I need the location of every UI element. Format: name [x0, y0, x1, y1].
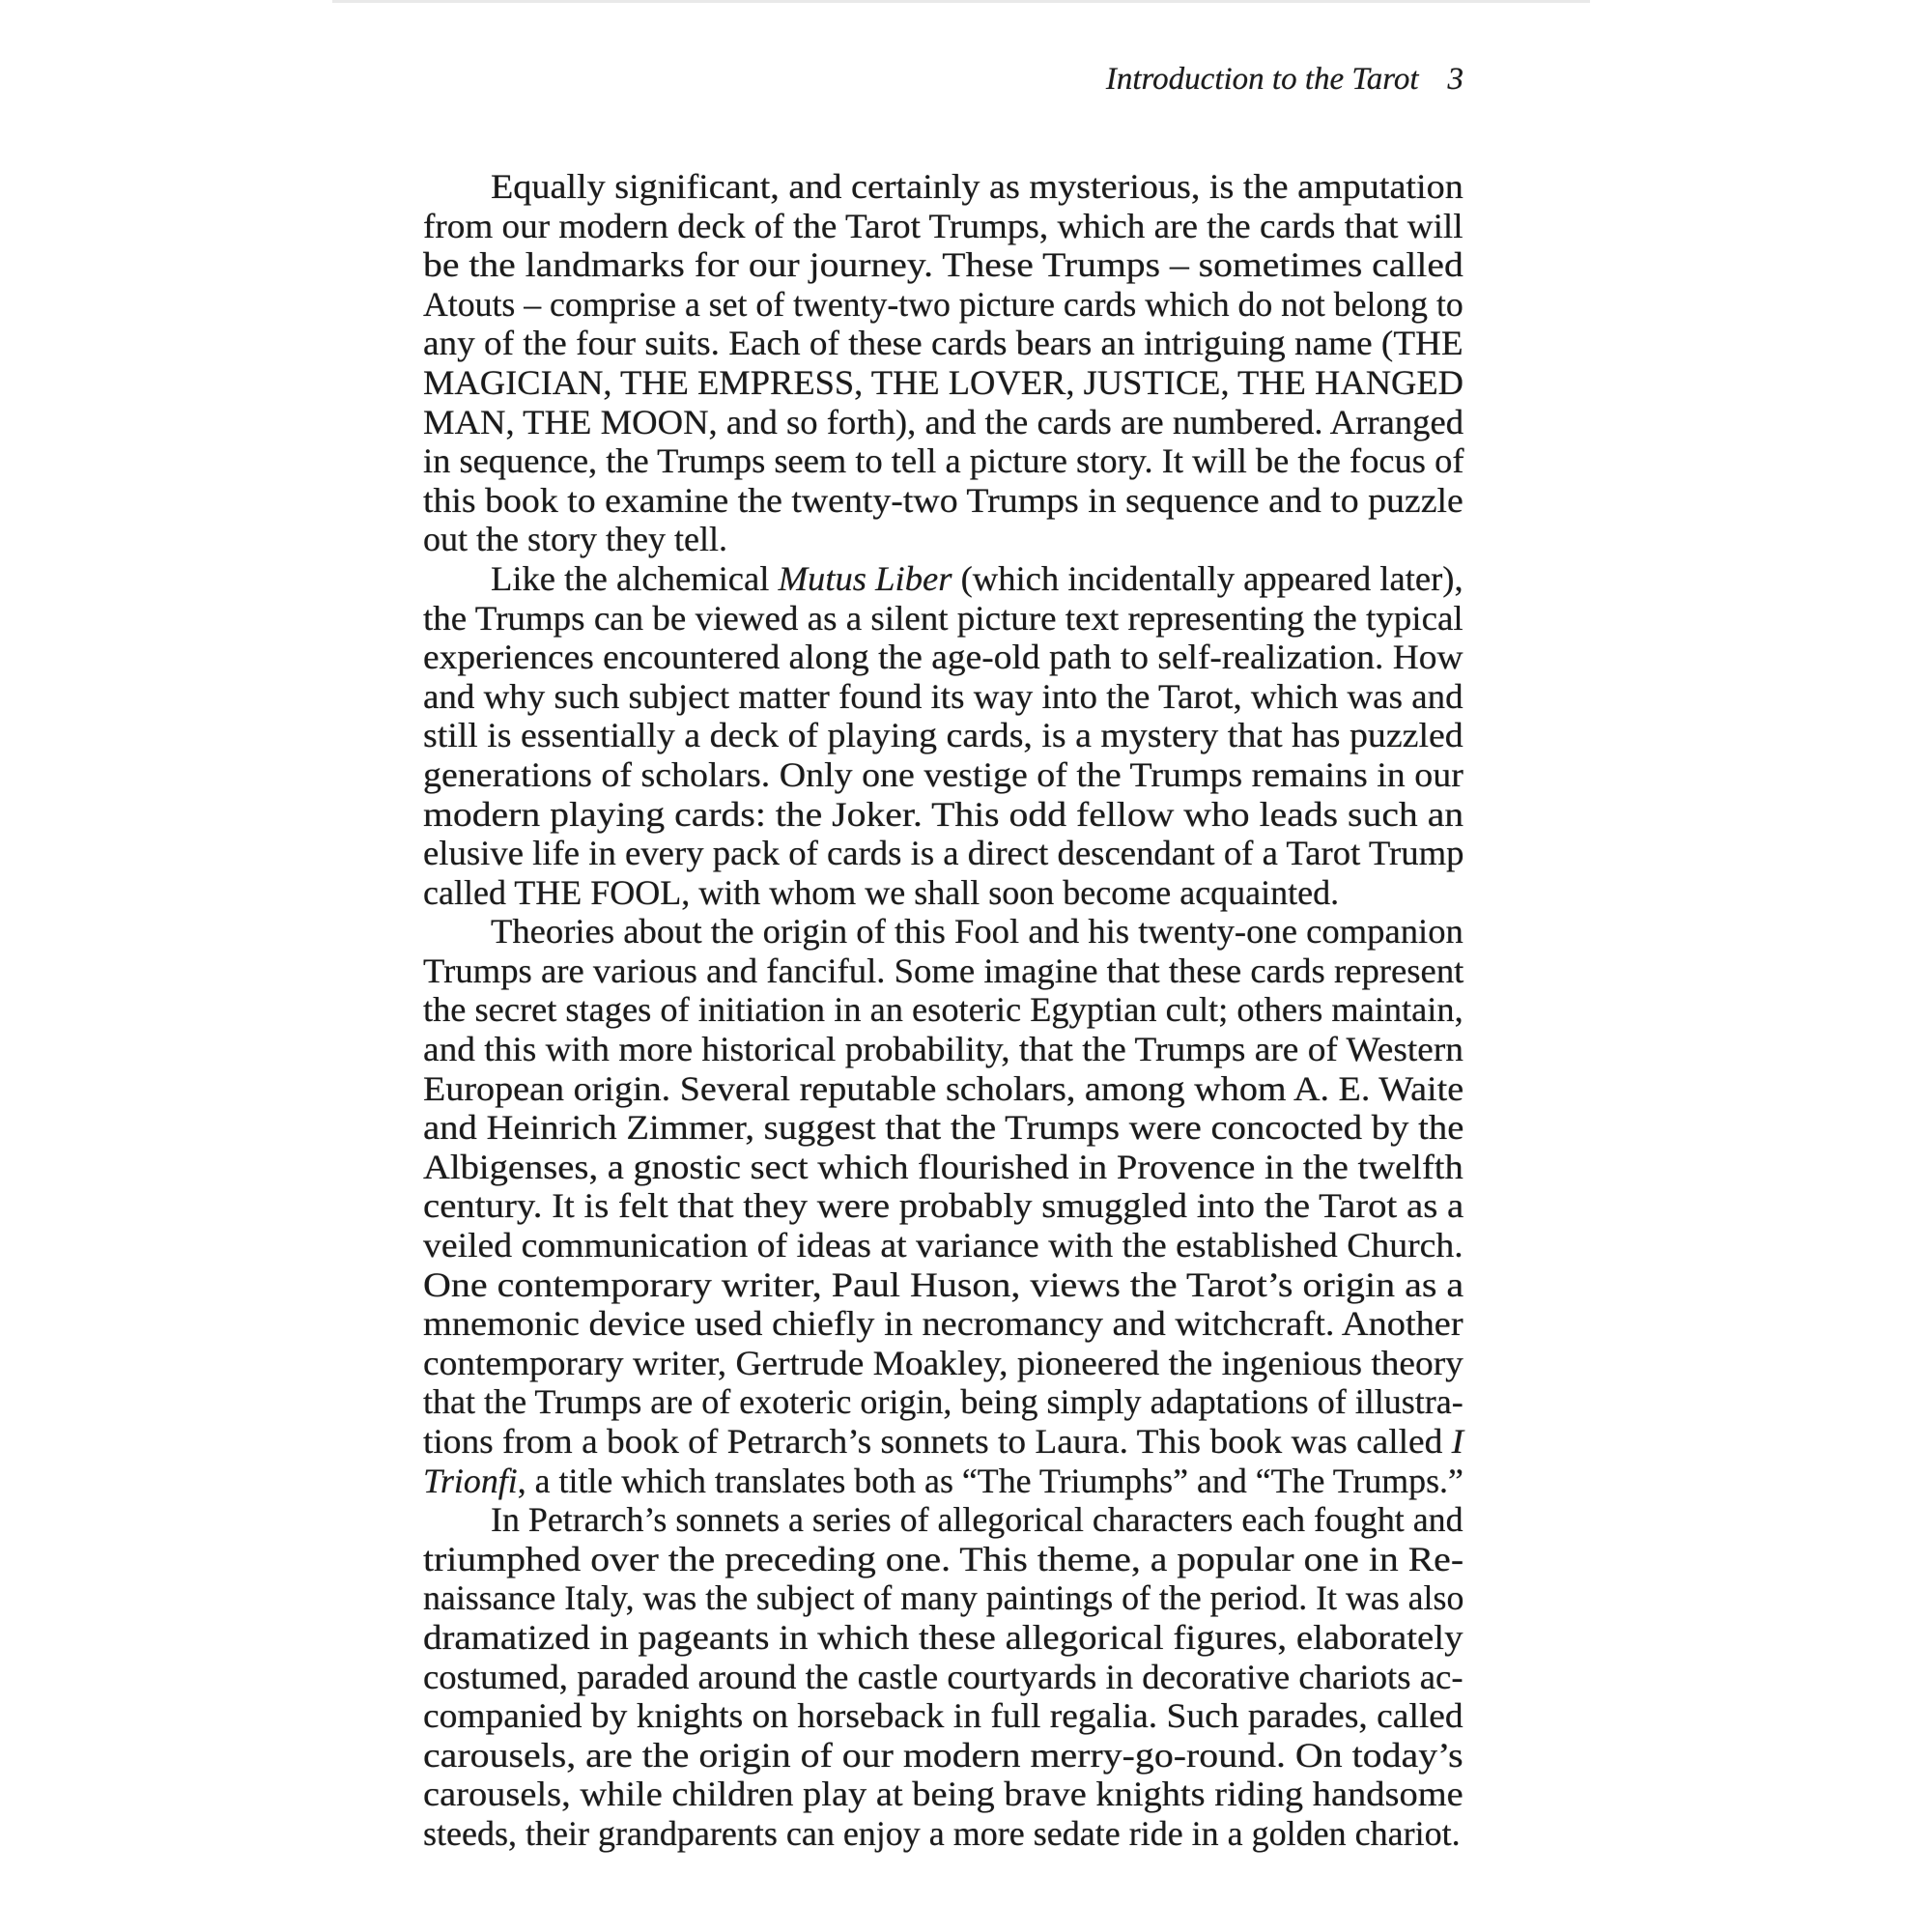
text-line: and Heinrich Zimmer, suggest that the Trumps were concocted by the [423, 1108, 1464, 1148]
text-line: European origin. Several reputable scholars, among whom A. E. Waite [423, 1068, 1464, 1108]
text-line: generations of scholars. Only one vestige of the Trumps remains in our [423, 754, 1463, 794]
text-line: century. It is felt that they were probably smuggled into the Tarot as a [423, 1186, 1464, 1226]
text-line: MAN, THE MOON, and so forth), and the cards are numbered. Arranged [423, 402, 1464, 441]
body-text [423, 167, 1463, 1854]
text-line: and why such subject matter found its way into the Tarot, which was and [423, 676, 1463, 716]
text-line: modern playing cards: the Joker. This odd fellow who leads such an [423, 794, 1464, 834]
text-line: carousels, while children play at being brave knights riding handsome [423, 1775, 1463, 1814]
text-line: this book to examine the twenty-two Trumps in sequence and to puzzle [423, 480, 1463, 520]
text-line: still is essentially a deck of playing cards, is a mystery that has puzzled [423, 716, 1463, 755]
text-line: carousels, are the origin of our modern merry-go-round. On today’s [423, 1735, 1463, 1775]
paragraph [423, 912, 1463, 1500]
text-line: steeds, their grandparents can enjoy a more sedate ride in a golden chariot. [423, 1813, 1461, 1853]
text-line: triumphed over the preceding one. This theme, a popular one in Re- [423, 1539, 1464, 1578]
text-line: Trionfi, a title which translates both as “The Triumphs” and “The Trumps.” [423, 1461, 1463, 1500]
text-line: MAGICIAN, THE EMPRESS, THE LOVER, JUSTICE, THE HANGED [423, 362, 1464, 402]
page-header [423, 61, 1463, 98]
text-line: mnemonic device used chiefly in necromancy and witchcraft. Another [423, 1304, 1463, 1344]
text-line: companied by knights on horseback in full regalia. Such parades, called [423, 1696, 1463, 1736]
text-line: In Petrarch’s sonnets a series of allegorical characters each fought and [491, 1500, 1463, 1540]
paragraph [423, 1500, 1463, 1853]
scan-edge-artifact [332, 0, 1590, 3]
text-line: Theories about the origin of this Fool and his twenty-one companion [491, 912, 1463, 952]
text-line: tions from a book of Petrarch’s sonnets to Laura. This book was called I [423, 1422, 1464, 1461]
text-line: naissance Italy, was the subject of many paintings of the period. It was also [423, 1578, 1464, 1618]
text-line: Atouts – comprise a set of twenty-two picture cards which do not belong to [423, 284, 1463, 324]
text-line: costumed, paraded around the castle courtyards in decorative chariots ac- [423, 1657, 1463, 1696]
text-line: in sequence, the Trumps seem to tell a picture story. It will be the focus of [423, 441, 1464, 481]
text-line: from our modern deck of the Tarot Trumps, which are the cards that will [423, 206, 1463, 245]
page-number: 3 [1447, 62, 1463, 97]
text-line: that the Trumps are of exoteric origin, being simply adaptations of illustra- [423, 1382, 1463, 1422]
text-line: experiences encountered along the age-old path to self-realization. How [423, 638, 1463, 677]
text-line: dramatized in pageants in which these allegorical figures, elaborately [423, 1617, 1463, 1657]
text-line: elusive life in every pack of cards is a direct descendant of a Tarot Trump [423, 834, 1464, 873]
text-line: contemporary writer, Gertrude Moakley, pioneered the ingenious theory [423, 1343, 1463, 1382]
text-line: called THE FOOL, with whom we shall soon become acquainted. [423, 872, 1340, 912]
text-line: out the story they tell. [423, 520, 727, 559]
text-line: the secret stages of initiation in an esoteric Egyptian cult; others maintain, [423, 990, 1463, 1030]
text-line: any of the four suits. Each of these cards bears an intriguing name (THE [423, 324, 1463, 363]
text-line: veiled communication of ideas at variance with the established Church. [423, 1226, 1463, 1265]
running-head-title: Introduction to the Tarot [1105, 62, 1419, 97]
text-line: Albigenses, a gnostic sect which flourished in Provence in the twelfth [423, 1147, 1463, 1186]
text-line: and this with more historical probability, that the Trumps are of Western [423, 1030, 1463, 1069]
text-line: Like the alchemical Mutus Liber (which incidentally appeared later), [491, 558, 1463, 598]
paragraph [423, 167, 1463, 559]
text-line: the Trumps can be viewed as a silent picture text representing the typical [423, 598, 1463, 638]
text-line: One contemporary writer, Paul Huson, views the Tarot’s origin as a [423, 1264, 1464, 1304]
text-line: be the landmarks for our journey. These Trumps – sometimes called [423, 245, 1463, 285]
text-line: Trumps are various and fanciful. Some imagine that these cards represent [423, 951, 1464, 990]
paragraph [423, 559, 1463, 912]
text-line: Equally significant, and certainly as mysterious, is the amputation [491, 167, 1463, 206]
